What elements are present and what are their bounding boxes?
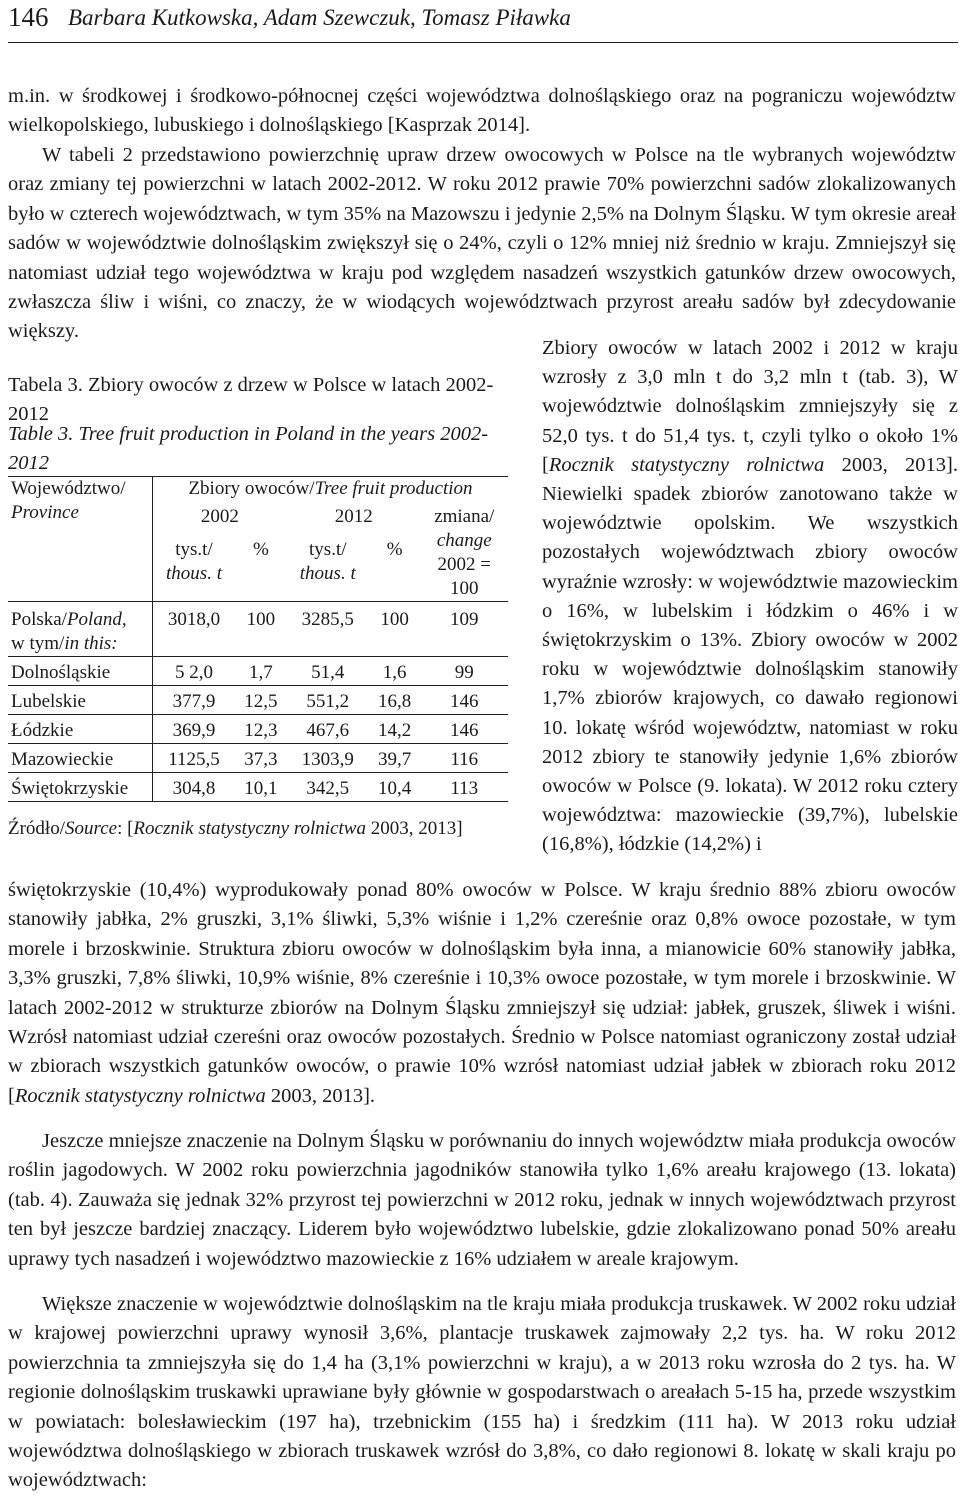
header-year-2012: 2012 [334, 506, 373, 527]
table-cell: 37,3 [235, 744, 287, 773]
table-cell: 109 [421, 602, 508, 657]
header-year-2002: 2002 [200, 506, 239, 527]
header-region-en: Province [11, 502, 79, 523]
paragraph-3-text-b: 2003, 2013]. Niewielki spadek zbiorów zanotowano także w województwie opolskim. We wszystkich pozostałych województwach zbiory owoców wyraźnie wzrosły: w województwie mazowieckim o 16%, w lubelskim i łódzkim o 46% i w świętokrzyskim o 13%. Zbiory owoców w 2002 roku w województwie dolnośląskim stanowiły 1,7% zbiorów krajowych, co dawało regionowi 10. lokatę wśród województw, natomiast w roku 2012 zbiory te stanowiły jedynie 1,6% zbiorów owoców w Polsce (9. lokata). W 2012 roku cztery województwa: mazowieckie (39,7%), lubelskie (16,8%), łódzkie (14,2%) i [542, 453, 959, 856]
source-prefix: Źródło/ [8, 818, 65, 839]
table-cell: 100 [369, 602, 421, 657]
table-cell: 1303,9 [287, 744, 369, 773]
table-cell: 99 [421, 657, 508, 686]
poland-sub-en: in this: [64, 633, 118, 654]
table-cell: 1,6 [369, 657, 421, 686]
header-change-pl: zmiana/ [434, 506, 495, 527]
row-label: Mazowieckie [8, 744, 153, 773]
paragraph-3c-reference: Rocznik statystyczny rolnictwa [14, 1084, 266, 1107]
header-unit-pl: tys.t/ [309, 538, 347, 560]
table-cell: 10,1 [235, 773, 287, 802]
table-row [8, 744, 508, 773]
paragraph-3-reference: Rocznik statystyczny rolnictwa [548, 453, 825, 476]
table-cell: 113 [421, 773, 508, 802]
table-cell: 1,7 [235, 657, 287, 686]
paragraph-3-column [542, 334, 958, 860]
header-region [8, 477, 153, 602]
table-row [8, 715, 508, 744]
paragraph-5: Większe znaczenie w województwie dolnośląskim na tle kraju miała produkcja truskawek. W 2002 roku udział w krajowej powierzchni uprawy wynosił 3,6%, plantacje truskawek zajmowały 2,2 tys. ha. W roku 2012 powierzchnia ta zmniejszyła się do 1,4 ha (3,1% powierzchni w kraju), a w 2013 roku wzrosła do 2 tys. ha. W regionie dolnośląskim truskawki uprawiane były głównie w gospodarstwach o areałach 5-15 ha, przede wszystkim w powiatach: bolesławieckim (197 ha), trzebnickim (155 ha) i średzkim (111 ha). W 2013 roku udział województwa dolnośląskiego w zbiorach truskawek wzrósł do 3,8%, co dało regionowi 8. lokatę w skali kraju po województwach: [8, 1293, 956, 1492]
header-pct-2012: % [386, 538, 403, 560]
table-cell: 5 2,0 [153, 657, 236, 686]
table-header-row-1 [8, 477, 508, 502]
table-cell: 16,8 [369, 686, 421, 715]
table-cell: 146 [421, 686, 508, 715]
table-row [8, 686, 508, 715]
row-label: Łódzkie [8, 715, 153, 744]
table-cell: 116 [421, 744, 508, 773]
header-pct-2002: % [253, 538, 269, 560]
table-caption-en: Table 3. Tree fruit production in Poland in the years 2002-2012 [8, 423, 489, 475]
header-group-pl: Zbiory owoców/ [188, 478, 315, 499]
table-cell: 551,2 [287, 686, 369, 715]
table-cell: 369,9 [153, 715, 236, 744]
paragraph-1: m.in. w środkowej i środkowo-północnej części województwa dolnośląskiego oraz na pograniczu województw wielkopolskiego, lubuskiego i dolnośląskiego [Kasprzak 2014]. [8, 85, 956, 137]
header-change [421, 501, 508, 602]
table-cell: 146 [421, 715, 508, 744]
paragraph-3c-text-a: świętokrzyskie (10,4%) wyprodukowały ponad 80% owoców w Polsce. W kraju średnio 88% zbioru owoców stanowiły jabłka, 2% gruszki, 3,1% śliwki, 5,3% wiśnie i 1,2% czereśnie oraz 0,8% owoce pozostałe, w tym morele i brzoskwinie. Struktura zbioru owoców w dolnośląskim była inna, a mianowicie 60% stanowiły jabłka, 3,3% gruszki, 7,8% śliwki, 10,9% wiśnie, 8% czereśnie i 10,3% owoce pozostałe, w tym morele i brzoskwinie. W latach 2002-2012 w strukturze zbiorów na Dolnym Śląsku zmniejszył się udział: jabłek, gruszek, śliwek i wiśni. Wzrósł natomiast udział czereśni oraz owoców pozostałych. Średnio w Polsce natomiast ograniczony został udział w zbiorach wszystkich gatunków owoców, o prawie 10% wzrósł natomiast udział jabłek w zbiorach roku 2012 [ [8, 879, 956, 1107]
table-cell: 377,9 [153, 686, 236, 715]
header-unit-2002 [153, 538, 236, 602]
table-cell: 14,2 [369, 715, 421, 744]
source-reference: Rocznik statystyczny rolnictwa [133, 818, 366, 839]
table-cell: 100 [235, 602, 287, 657]
row-label: Lubelskie [8, 686, 153, 715]
table-cell: 342,5 [287, 773, 369, 802]
table-row [8, 657, 508, 686]
header-change-en: change [436, 530, 492, 551]
poland-label-en: Poland, [66, 609, 127, 630]
paragraph-3-continued [8, 876, 956, 1111]
table-cell: 12,5 [235, 686, 287, 715]
table-row-poland [8, 602, 508, 657]
header-group-en: Tree fruit production [314, 478, 473, 499]
table-cell: 3285,5 [287, 602, 369, 657]
header-group [153, 477, 509, 502]
header-unit-pl: tys.t/ [175, 538, 213, 560]
fruit-production-table [8, 476, 508, 802]
paragraph-3c-text-b: 2003, 2013]. [265, 1084, 376, 1107]
table-cell: 1125,5 [153, 744, 236, 773]
running-header-authors: Barbara Kutkowska, Adam Szewczuk, Tomasz Piławka [68, 5, 571, 30]
table-cell: 304,8 [153, 773, 236, 802]
running-header [8, 0, 958, 43]
row-label-poland [8, 602, 153, 657]
source-en: Source [65, 818, 118, 839]
header-change-base: 2002 = [437, 554, 491, 575]
poland-sub-pl: w tym/ [11, 633, 65, 654]
table-source [8, 818, 463, 840]
poland-label-pl: Polska/ [11, 609, 67, 630]
row-label: Świętokrzyskie [8, 773, 153, 802]
source-suffix: 2003, 2013] [365, 818, 463, 839]
table-cell: 467,6 [287, 715, 369, 744]
paragraph-4: Jeszcze mniejsze znaczenie na Dolnym Śląsku w porównaniu do innych województw miała produkcja owoców roślin jagodowych. W 2002 roku powierzchnia jagodników stanowiła tylko 1,6% areału krajowego (13. lokata) (tab. 4). Zauważa się jednak 32% przyrost tej powierzchni w 2012 roku, jednak w innych województwach przyrost ten był jeszcze bardziej znaczący. Liderem było województwo lubelskie, gdzie zlokalizowano ponad 50% areału uprawy tych nasadzeń i województwo mazowieckie z 16% udziałem w areale krajowym. [8, 1130, 956, 1270]
paragraph-2: W tabeli 2 przedstawiono powierzchnię upraw drzew owocowych w Polsce na tle wybranych województw oraz zmiany tej powierzchni w latach 2002-2012. W roku 2012 prawie 70% powierzchni sadów zlokalizowanych było w czterech województwach, w tym 35% na Mazowszu i jedynie 2,5% na Dolnym Śląsku. W tym okresie areał sadów w województwie dolnośląskim zwiększył się o 24%, czyli o 12% mniej niż średnio w kraju. Zmniejszył się natomiast udział tego województwa w kraju pod względem nasadzeń wszystkich gatunków drzew owocowych, zwłaszcza śliw i wiśni, co znaczy, że w wiodących województwach przyrost areału sadów był zdecydowanie większy. [8, 144, 956, 343]
table-row [8, 773, 508, 802]
header-change-base-100: 100 [450, 578, 479, 599]
table-caption-pl: Tabela 3. Zbiory owoców z drzew w Polsce w latach 2002-2012 [8, 374, 494, 426]
header-unit-2012 [287, 538, 369, 602]
row-label: Dolnośląskie [8, 657, 153, 686]
table-cell: 10,4 [369, 773, 421, 802]
header-unit-en: thous. t [166, 562, 222, 584]
header-region-pl: Województwo/ [11, 478, 126, 499]
table-cell: 39,7 [369, 744, 421, 773]
paragraph-3-text-a: Zbiory owoców w latach 2002 i 2012 w kraju wzrosły z 3,0 mln t do 3,2 mln t (tab. 3), W województwie dolnośląskim zmniejszyły się z 52,0 tys. t do 51,4 tys. t, czyli tylko o około 1% [ [542, 337, 958, 476]
source-mid: : [ [117, 818, 134, 839]
page-number: 146 [8, 2, 49, 32]
table-cell: 51,4 [287, 657, 369, 686]
table-cell: 12,3 [235, 715, 287, 744]
header-unit-en: thous. t [299, 562, 356, 584]
table-cell: 3018,0 [153, 602, 236, 657]
